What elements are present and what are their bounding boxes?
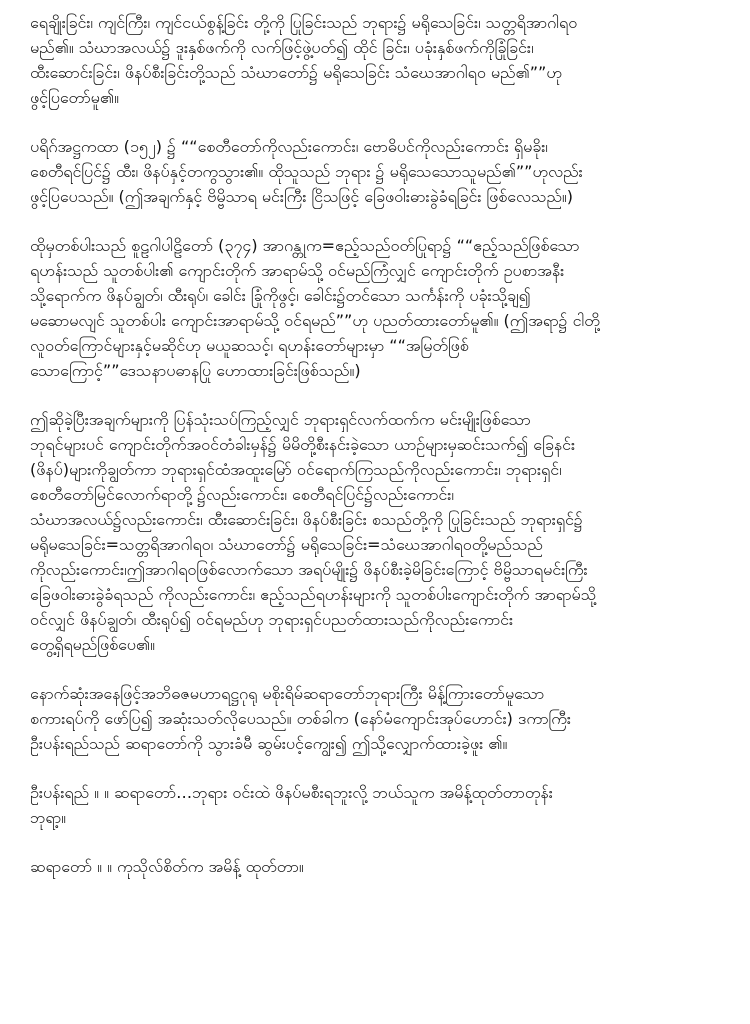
dialogue-paragraph-2: [30, 854, 728, 879]
text-line: ဘုရင်များပင် ကျောင်းတိုက်အဝင်တံခါးမှန်၌ မိမိတို့စီးနင်းခဲ့သော ယာဉ်များမှဆင်းသက်၍ ခြေနင်း: [30, 435, 576, 454]
text-line: နောက်ဆုံးအနေဖြင့်အဘိဓဇမဟာရဋ္ဌဂုရု မစိုးရိမ်ဆရာတော်ဘုရားကြီး မိန့်ကြားတော်မူသော: [30, 684, 545, 703]
text-line: ကိုလည်းကောင်း၊ဤအာဂါရဝဖြစ်လောက်သော အရပ်မျိုး၌ ဖိနပ်စီးခဲ့မိခြင်းကြောင့် ဗိမ္ဗိသာရမင်းကြီး: [30, 560, 588, 579]
text-line: သို့ရောက်က ဖိနပ်ချွတ်၊ ထီးရုပ်၊ ခေါင်း ခြုံကိုဖွင့်၊ ခေါင်း၌တင်သော သင်္ကန်းကို ပခုံးသို့ချ၍: [30, 286, 531, 305]
text-line: (ဖိနပ်)များကိုချွတ်ကာ ဘုရားရှင်ထံအထူးမြော် ဝင်ရောက်ကြသည်ကိုလည်းကောင်း၊ ဘုရားရှင်၊: [30, 460, 562, 479]
text-line: ထီးဆောင်းခြင်း၊ ဖိနပ်စီးခြင်းတို့သည် သံဃာတော်၌ မရိုသေခြင်း သံဃေအာဂါရဝ မည်၏””ဟု: [30, 63, 562, 82]
text-line: မည်၏။ သံဃာအလယ်၌ ဒူးနှစ်ဖက်ကို လက်ဖြင့်ဖွဲ့ပတ်၍ ထိုင် ခြင်း၊ ပခုံးနှစ်ဖက်ကိုခြုံခြင်း၊: [30, 38, 534, 57]
dialogue-line: ဆရာတော် ။ ။ ကုသိုလ်စိတ်က အမိန့် ထုတ်တာ။: [30, 857, 304, 876]
text-line: မရိုမသေခြင်း=သတ္တရိအာဂါရဝ၊ သံဃာတော်၌ မရိုသေခြင်း=သံဃေအာဂါရဝတို့မည်သည်: [30, 535, 543, 554]
text-line: ဦးပန်းရည်သည် ဆရာတော်ကို သွားခံမီ ဆွမ်းပင့်ကျွေး၍ ဤသို့လျှောက်ထားခဲ့ဖူး ၏။: [30, 734, 508, 753]
text-line: ပရိဂ်အဋ္ဌကထာ (၁၅၂) ၌ ““စေတီတော်ကိုလည်းကောင်း၊ ဗောဓိပင်ကိုလည်းကောင်း ရှိမခိုး၊: [30, 137, 548, 156]
text-line: ဤဆိုခဲ့ပြီးအချက်များကို ပြန်သုံးသပ်ကြည့်လျှင် ဘုရားရှင်လက်ထက်က မင်းမျိုးဖြစ်သော: [30, 410, 531, 429]
paragraph-4: [30, 407, 728, 657]
paragraph-5: [30, 681, 728, 756]
paragraph-1: [30, 10, 728, 110]
text-line: တွေ့ရှိရမည်ဖြစ်ပေ၏။: [30, 635, 155, 654]
text-line: သံဃာအလယ်၌လည်းကောင်း၊ ထီးဆောင်းခြင်း၊ ဖိနပ်စီးခြင်း စသည်တို့ကို ပြုခြင်းသည် ဘုရားရှင်၌: [30, 510, 583, 529]
text-line: ခြေဖဝါးဓားခွဲခံရသည် ကိုလည်းကောင်း၊ ဧည့်သည်ရဟန်းများကို သူတစ်ပါးကျောင်းတိုက် အာရာမ်သို့: [30, 585, 597, 604]
text-line: ဖွင့်ပြတော်မူ၏။: [30, 88, 119, 107]
dialogue-paragraph-1: [30, 780, 728, 830]
dialogue-line: ဦးပန်းရည် ။ ။ ဆရာတော်…ဘုရား ဝင်းထဲ ဖိနပ်မစီးရဘူးလို့ ဘယ်သူက အမိန့်ထုတ်တာတုန်း: [30, 783, 553, 802]
text-line: စေတီရင်ပြင်၌ ထီး၊ ဖိနပ်နှင့်တကွသွား၏။ ထိုသူသည် ဘုရား ၌ မရိုသေသောသူမည်၏””ဟုလည်း: [30, 162, 583, 181]
text-line: သောကြောင့်””ဒေသနာပဓာနပြု ဟောထားခြင်းဖြစ်သည်။): [30, 361, 361, 380]
dialogue-line: ဘုရာ့။: [30, 808, 67, 827]
paragraph-2: [30, 134, 728, 209]
text-line: ဝင်လျှင် ဖိနပ်ချွတ်၊ ထီးရုပ်၍ ဝင်ရမည်ဟု ဘုရားရှင်ပညတ်ထားသည်ကိုလည်းကောင်း: [30, 610, 514, 629]
text-line: ဖွင့်ပြပေသည်။ (ဤအချက်နှင့် ဗိမ္ဗိသာရ မင်းကြီး ငြိသဖြင့် ခြေဖဝါးဓားခွဲခံရခြင်း ဖြစ်လေသည်။): [30, 187, 573, 206]
paragraph-3: [30, 233, 728, 383]
text-line: ရေချိုးခြင်း၊ ကျင်ကြီး၊ ကျင်ငယ်စွန့်ခြင်း တို့ကို ပြုခြင်းသည် ဘုရား၌ မရိုသေခြင်း၊ သတ္တရိအာဂါရဝ: [30, 13, 578, 32]
text-line: ရဟန်းသည် သူတစ်ပါး၏ ကျောင်းတိုက် အာရာမ်သို့ ဝင်မည်ကြံလျှင် ကျောင်းတိုက် ဥပစာအနီး: [30, 261, 565, 280]
text-line: ထိုမှတစ်ပါးသည် စူဠဂါပါဠိတော် (၃၇၄) အာဂန္တုက=ဧည့်သည်ဝတ်ပြုရာ၌ ““ဧည့်သည်ဖြစ်သော: [30, 236, 580, 255]
text-line: မဆောမလျင် သူတစ်ပါး ကျောင်းအာရာမ်သို့ ဝင်ရမည်””ဟု ပညတ်ထားတော်မူ၏။ (ဤအရာ၌ ငါတို့: [30, 311, 600, 330]
text-line: စေတီတော်မြင်လောက်ရာတို့ ၌လည်းကောင်း၊ စေတီရင်ပြင်၌လည်းကောင်း၊: [30, 485, 454, 504]
text-line: စကားရပ်ကို ဖော်ပြ၍ အဆုံးသတ်လိုပေသည်။ တစ်ခါက (နော်မံကျောင်းအုပ်ဟောင်း) ဒကာကြီး: [30, 709, 571, 728]
text-line: လူဝတ်ကြောင်များနှင့်မဆိုင်ဟု မယူဆသင့်၊ ရဟန်းတော်များမှာ ““အမြတ်ဖြစ်: [30, 336, 469, 355]
